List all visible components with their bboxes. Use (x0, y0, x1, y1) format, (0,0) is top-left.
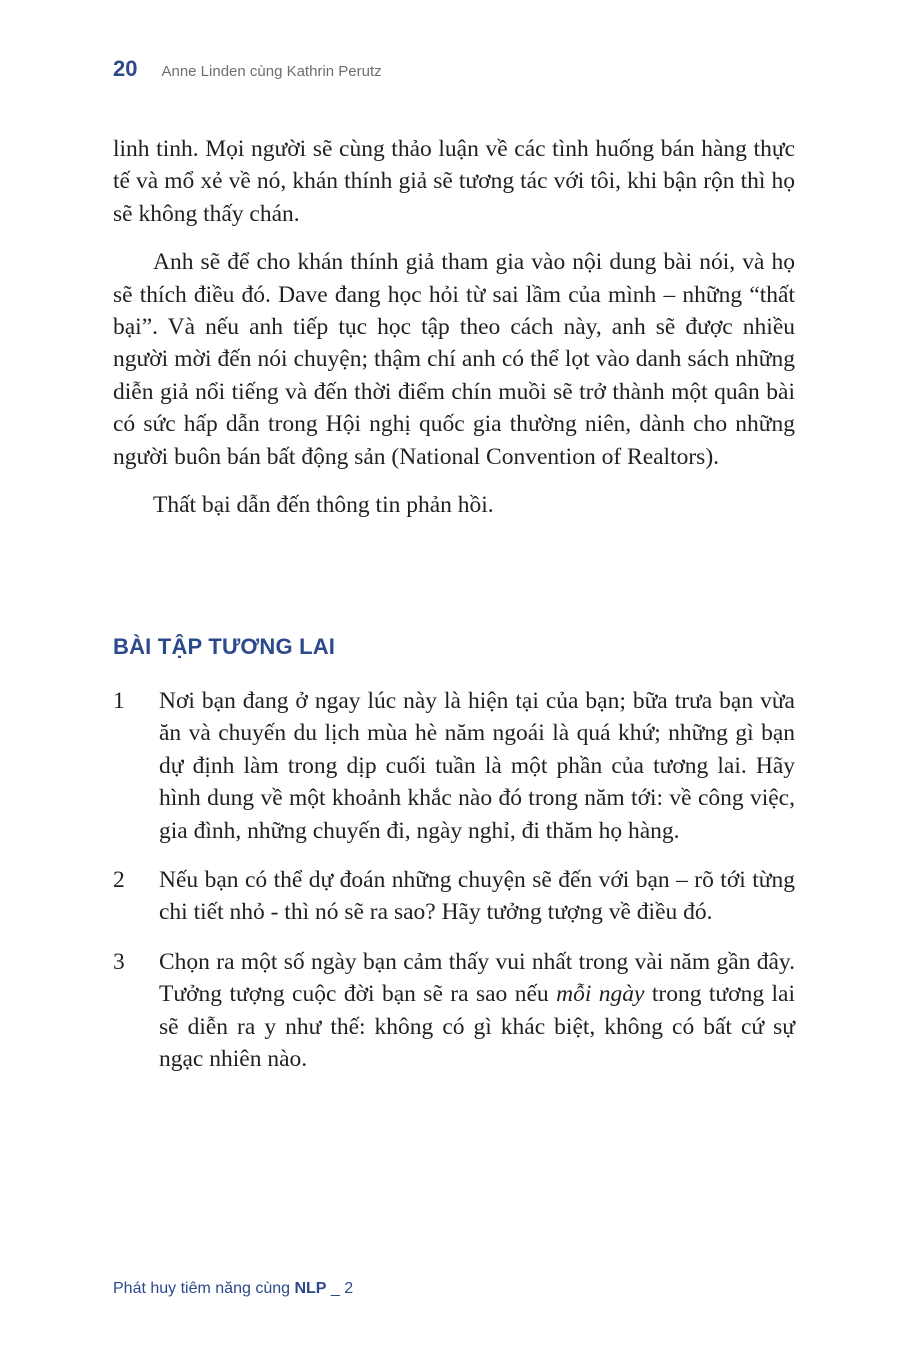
exercise-list (113, 685, 795, 1092)
page-number: 20 (113, 56, 138, 81)
item-text: Nếu bạn có thể dự đoán những chuyện sẽ đến với bạn – rõ tới từng chi tiết nhỏ - thì nó sẽ ra sao? Hãy tưởng tượng về điều đó. (159, 867, 795, 926)
paragraph: Anh sẽ để cho khán thính giả tham gia vào nội dung bài nói, và họ sẽ thích điều đó. Dave đang học hỏi từ sai lầm của mình – những “thất bại”. Và nếu anh tiếp tục học tập theo cách này, anh sẽ được nhiều người mời đến nói chuyện; thậm chí anh có thể lọt vào danh sách những diễn giả nổi tiếng và đến thời điểm chín muồi sẽ trở thành một quân bài có sức hấp dẫn trong Hội nghị quốc gia thường niên, dành cho những người buôn bán bất động sản (National Convention of Realtors). (113, 249, 795, 470)
footer-series-title (113, 1280, 353, 1298)
exercise-item (113, 685, 795, 847)
footer-suffix: _ 2 (326, 1280, 354, 1297)
section-heading: BÀI TẬP TƯƠNG LAI (113, 634, 336, 659)
running-title: Anne Linden cùng Kathrin Perutz (161, 63, 382, 80)
item-number: 2 (113, 867, 125, 894)
item-text (159, 946, 795, 1076)
exercise-item (113, 946, 795, 1076)
item-text-emphasis: mỗi ngày (556, 981, 645, 1008)
item-text-part: Chọn ra một số ngày bạn cảm thấy vui nhất trong vài năm gần đây. Tưởng tượng cuộc đời bạn sẽ ra sao nếu (159, 948, 795, 1008)
item-text: Nơi bạn đang ở ngay lúc này là hiện tại của bạn; bữa trưa bạn vừa ăn và chuyến du lịch mùa hè năm ngoái là quá khứ; những gì bạn dự định làm trong dịp cuối tuần là một phần của tương lai. Hãy hình dung về một khoảnh khắc nào đó trong năm tới: về công việc, gia đình, những chuyến đi, ngày nghỉ, đi thăm họ hàng. (159, 688, 795, 844)
footer-bold: NLP (294, 1280, 327, 1297)
running-header (113, 56, 382, 82)
paragraph: Thất bại dẫn đến thông tin phản hồi. (153, 492, 494, 519)
body-text (113, 133, 795, 537)
exercise-item (113, 864, 795, 929)
item-number: 1 (113, 688, 125, 714)
item-text-part: trong tương lai sẽ diễn ra y như thế: không có gì khác biệt, không có bất cứ sự ngạc nhiên nào. (159, 981, 796, 1073)
footer-prefix: Phát huy tiêm năng cùng (113, 1280, 295, 1297)
paragraph: linh tinh. Mọi người sẽ cùng thảo luận về các tình huống bán hàng thực tế và mổ xẻ về nó, khán thính giả sẽ tương tác với tôi, khi bận rộn thì họ sẽ không thấy chán. (113, 136, 795, 227)
item-number: 3 (113, 948, 125, 975)
